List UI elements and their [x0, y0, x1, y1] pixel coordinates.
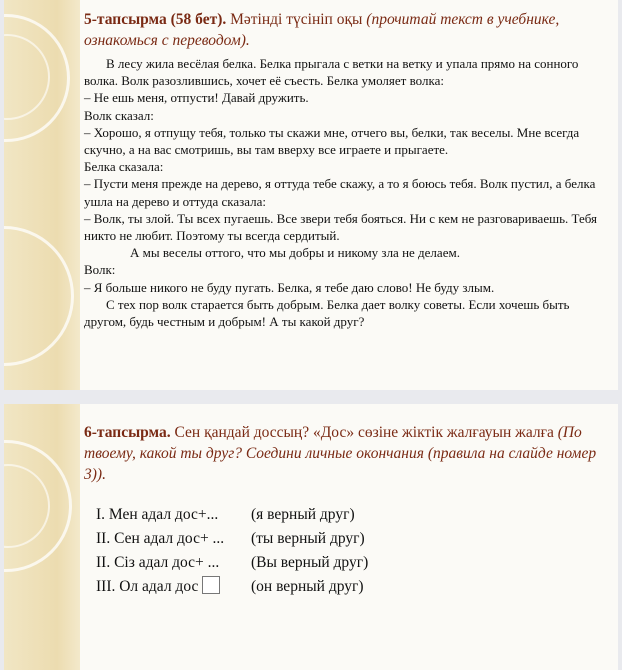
story-paragraph: – Я больше никого не буду пугать. Белка, я тебе даю слово! Не буду злым. — [84, 279, 495, 295]
ru-translation: (ты верный друг) — [251, 530, 365, 547]
kz-phrase: III. Ол адал дос — [96, 578, 199, 595]
exercise-6-number: 6-тапсырма. — [84, 424, 171, 441]
kz-phrase-wrapper — [84, 575, 251, 599]
slide-exercise-6 — [4, 404, 618, 670]
kz-phrase: I. Мен адал дос+... — [96, 506, 219, 523]
story-paragraph: В лесу жила весёлая белка. Белка прыгала с ветки на ветку и упала прямо на сонного волка. Волк разозлившись, хочет её съесть. Белка умоляет волка: — [84, 56, 579, 89]
list-item — [84, 551, 604, 575]
story-paragraph: – Пусти меня прежде на дерево, я оттуда тебе скажу, а то я боюсь тебя. Волк пустил, а белка ушла на дерево и оттуда сказала: — [84, 176, 596, 209]
slide-exercise-5 — [4, 0, 618, 390]
exercise-5-kz-task: Мәтінді түсініп оқы — [230, 11, 363, 28]
exercise-6-content — [84, 422, 604, 599]
story-paragraph: – Волк, ты злой. Ты всех пугаешь. Все звери тебя бояться. Ни с кем не разговариваешь. Тебя никто не любит. Поэтому ты всегда сердитый. — [84, 210, 598, 244]
list-item — [84, 503, 604, 527]
story-paragraph: – Не ешь меня, отпусти! Давай дружить. — [84, 90, 309, 106]
list-item — [84, 527, 604, 551]
story-paragraph: – Хорошо, я отпущу тебя, только ты скажи мне, отчего вы, белки, так веселы. Мне всегда скучно, а на вас смотришь, вы там вверху все играете и прыгаете. — [84, 124, 580, 158]
answer-box[interactable] — [202, 576, 220, 594]
story-paragraph: Волк: — [84, 262, 116, 278]
exercise-6-list — [84, 503, 604, 599]
story-paragraph: Белка сказала: — [84, 159, 164, 175]
story-paragraph: С тех пор волк старается быть добрым. Белка дает волку советы. Если хочешь быть другом, будь честным и добрым! А ты какой друг? — [84, 296, 570, 330]
ru-translation: (он верный друг) — [251, 578, 364, 595]
exercise-6-heading — [84, 422, 604, 485]
story-text — [84, 55, 604, 330]
exercise-6-kz-task: Сен қандай доссың? «Дос» сөзіне жіктік жалғауын жалға — [174, 424, 554, 441]
ru-translation: (я верный друг) — [251, 506, 355, 523]
story-paragraph: А мы веселы оттого, что мы добры и никому зла не делаем. — [130, 245, 460, 261]
list-item — [84, 575, 604, 599]
exercise-5-content — [84, 9, 604, 330]
story-paragraph: Волк сказал: — [84, 107, 154, 123]
exercise-5-heading — [84, 9, 604, 51]
kz-phrase: II. Сен адал дос+ ... — [96, 530, 225, 547]
exercise-5-ru-task: (прочитай текст в учебнике, ознакомься с переводом). — [84, 11, 560, 49]
exercise-6-ru-task: (По твоему, какой ты друг? Соедини личные окончания (правила на слайде номер 3)). — [84, 424, 597, 483]
ru-translation: (Вы верный друг) — [251, 554, 369, 571]
exercise-5-number: 5-тапсырма (58 бет). — [84, 11, 227, 28]
kz-phrase: II. Сіз адал дос+ ... — [96, 554, 220, 571]
